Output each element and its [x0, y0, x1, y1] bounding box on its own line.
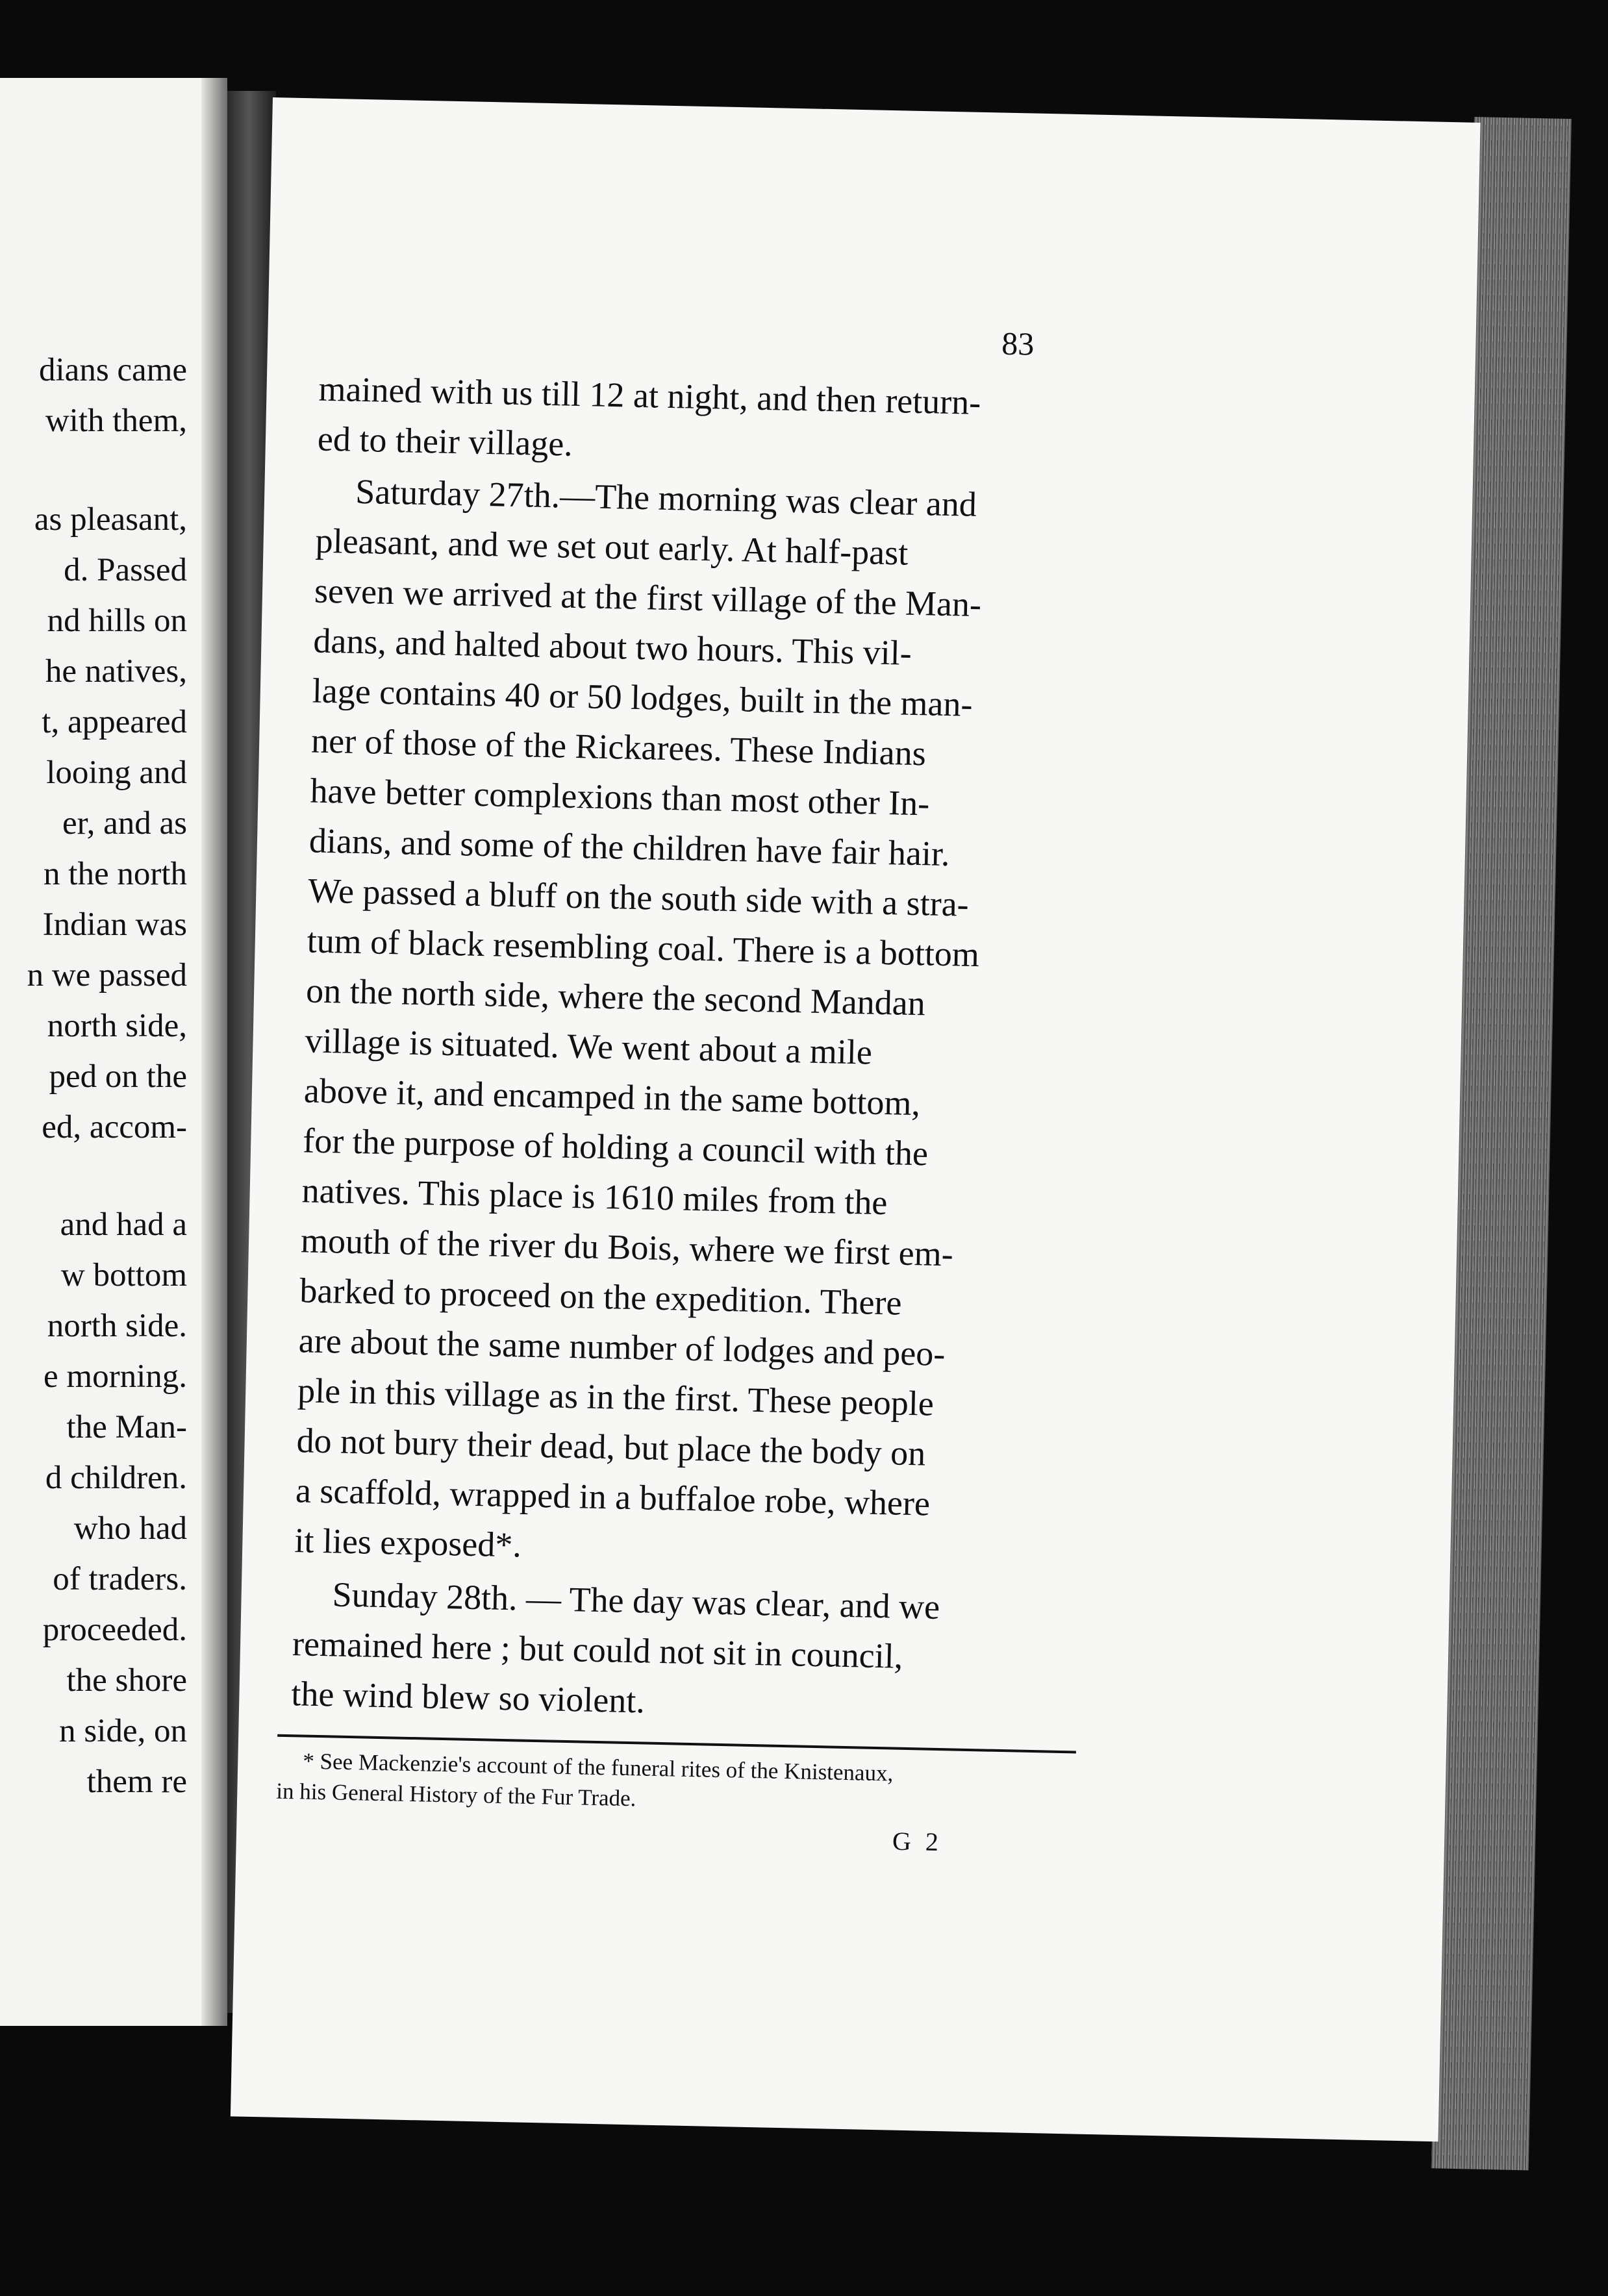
left-text-line: proceeded.: [42, 1612, 187, 1648]
text-line: Saturday 27th.—The morning was clear and: [355, 471, 977, 524]
left-text-line: e morning.: [44, 1358, 187, 1395]
text-line: barked to proceed on the expedition. There: [299, 1271, 903, 1323]
left-text-line: ped on the: [49, 1058, 187, 1095]
left-page-gutter-shadow: [201, 78, 227, 2026]
left-text-line: north side,: [47, 1008, 187, 1044]
left-text-line: the Man-: [66, 1409, 187, 1445]
text-line: do not bury their dead, but place the body on: [296, 1421, 926, 1473]
left-text-line: w bottom: [60, 1257, 187, 1293]
left-text-line: n side, on: [59, 1713, 187, 1749]
text-line: lage contains 40 or 50 lodges, built in the man-: [312, 671, 974, 724]
left-text-line: looing and: [46, 755, 187, 791]
left-text-line: t, appeared: [42, 704, 187, 740]
text-line: the wind blew so violent.: [290, 1674, 646, 1721]
page-number: 83: [1001, 325, 1035, 362]
left-page: [0, 78, 227, 2026]
text-line: are about the same number of lodges and peo-: [298, 1321, 946, 1374]
text-line: We passed a bluff on the south side with a stra-: [307, 871, 970, 924]
left-text-line: er, and as: [62, 805, 187, 842]
left-text-line: of traders.: [53, 1561, 187, 1597]
left-text-line: nd hills on: [47, 603, 187, 639]
left-text-line: Indian was: [42, 906, 187, 943]
text-line: dans, and halted about two hours. This vil-: [312, 621, 912, 673]
left-text-line: ed, accom-: [42, 1109, 187, 1145]
text-line: mouth of the river du Bois, where we first em-: [300, 1221, 954, 1274]
text-line: seven we arrived at the first village of the Man-: [314, 571, 982, 625]
text-line: above it, and encamped in the same bottom,: [303, 1071, 921, 1123]
text-line: dians, and some of the children have fair hair.: [308, 821, 951, 874]
left-text-line: who had: [73, 1510, 187, 1547]
text-line: remained here ; but could not sit in council,: [292, 1624, 903, 1676]
footnote-line: * See Mackenzie's account of the funeral rites of the Knistenaux,: [302, 1748, 894, 1786]
text-line: for the purpose of holding a council with the: [302, 1121, 929, 1173]
text-line: ed to their village.: [317, 419, 573, 464]
text-line: have better complexions than most other In-: [310, 771, 930, 823]
left-text-line: d. Passed: [64, 552, 187, 588]
text-line: Sunday 28th. — The day was clear, and we: [332, 1575, 940, 1627]
text-line: on the north side, where the second Mandan: [305, 971, 926, 1023]
left-text-line: n the north: [44, 856, 187, 892]
signature-mark: G 2: [892, 1826, 943, 1857]
footnote-line: in his General History of the Fur Trade.: [275, 1778, 636, 1812]
text-line: a scaffold, wrapped in a buffaloe robe, where: [295, 1471, 931, 1523]
left-text-line: dians came: [39, 352, 187, 388]
left-text-line: with them,: [45, 403, 187, 439]
text-line: tum of black resembling coal. There is a bottom: [307, 921, 980, 975]
text-line: village is situated. We went about a mile: [304, 1021, 873, 1072]
left-text-line: and had a: [60, 1206, 187, 1243]
text-line: ner of those of the Rickarees. These Indians: [310, 721, 927, 773]
left-text-line: north side.: [47, 1308, 187, 1344]
text-line: it lies exposed*.: [294, 1521, 522, 1565]
left-text-line: d children.: [45, 1460, 187, 1496]
left-text-line: the shore: [66, 1662, 187, 1699]
text-line: mained with us till 12 at night, and then return-: [318, 369, 981, 422]
text-line: pleasant, and we set out early. At half-past: [315, 521, 909, 573]
left-text-line: them re: [86, 1764, 187, 1800]
right-page: [231, 97, 1481, 2141]
left-text-line: n we passed: [27, 957, 187, 993]
left-text-line: he natives,: [45, 653, 187, 690]
left-text-line: as pleasant,: [34, 501, 187, 538]
body-text: [231, 97, 1481, 2141]
text-line: natives. This place is 1610 miles from the: [301, 1171, 888, 1223]
text-line: ple in this village as in the first. These people: [297, 1371, 935, 1423]
